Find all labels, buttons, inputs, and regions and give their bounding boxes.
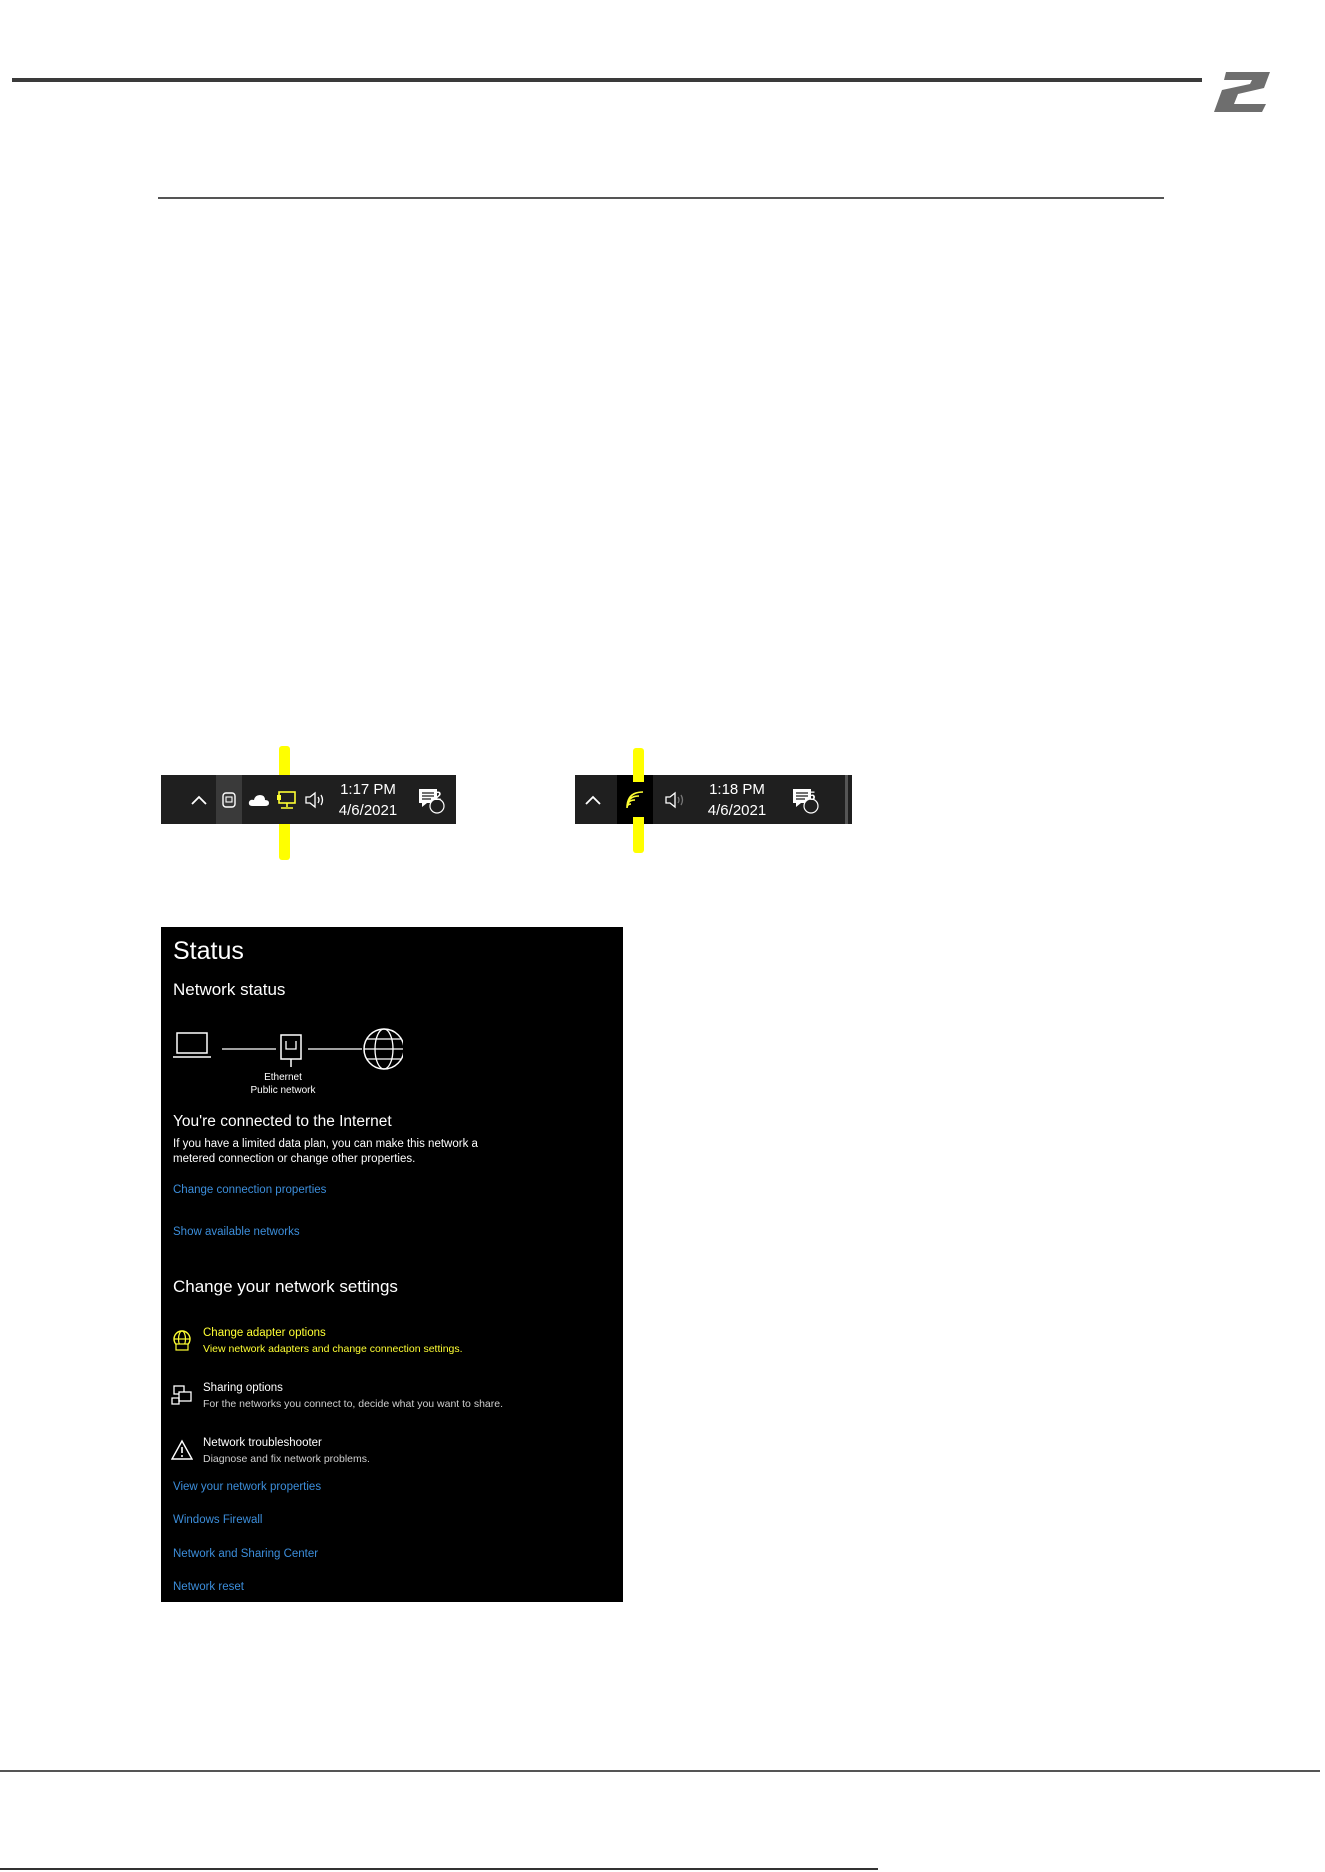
change-connection-properties-link[interactable]: Change connection properties bbox=[173, 1184, 327, 1196]
taskbar-clock[interactable] bbox=[333, 779, 403, 821]
footer-rule bbox=[0, 1770, 1320, 1772]
wifi-icon-overlay bbox=[617, 782, 651, 817]
network-troubleshooter[interactable] bbox=[171, 1437, 611, 1471]
page-title: Status bbox=[173, 937, 244, 965]
sharing-options[interactable] bbox=[171, 1382, 611, 1416]
connected-body-line2: metered connection or change other properties. bbox=[173, 1153, 416, 1165]
header-rule bbox=[12, 78, 1202, 82]
network-diagram bbox=[173, 1027, 403, 1073]
taskbar-ethernet bbox=[161, 775, 456, 824]
ethernet-port-icon bbox=[281, 1035, 301, 1067]
network-sharing-center-link[interactable]: Network and Sharing Center bbox=[173, 1548, 319, 1560]
option-title: Sharing options bbox=[203, 1382, 283, 1394]
change-adapter-options[interactable] bbox=[171, 1327, 611, 1361]
connected-heading: You're connected to the Internet bbox=[173, 1113, 392, 1130]
laptop-icon bbox=[173, 1033, 211, 1057]
chevron-up-icon[interactable] bbox=[187, 775, 211, 824]
adapter-globe-icon bbox=[171, 1329, 193, 1351]
clock-date: 4/6/2021 bbox=[707, 802, 767, 819]
network-reset-link[interactable]: Network reset bbox=[173, 1581, 244, 1593]
option-desc: View network adapters and change connection settings. bbox=[203, 1343, 463, 1355]
warning-icon bbox=[171, 1439, 193, 1461]
taskbar-divider bbox=[845, 775, 848, 824]
clock-date: 4/6/2021 bbox=[338, 802, 398, 819]
notification-count: 5 bbox=[808, 789, 816, 803]
network-status-heading: Network status bbox=[173, 980, 286, 999]
clock-time: 1:18 PM bbox=[709, 781, 765, 798]
windows-firewall-link[interactable]: Windows Firewall bbox=[173, 1514, 263, 1526]
camera-app-icon[interactable] bbox=[216, 775, 242, 824]
brand-logo bbox=[1208, 66, 1278, 112]
clock-time: 1:17 PM bbox=[340, 781, 396, 798]
notification-icon[interactable] bbox=[787, 775, 823, 824]
section-rule bbox=[158, 197, 1164, 199]
sharing-icon bbox=[171, 1384, 193, 1406]
connected-body-line1: If you have a limited data plan, you can make this network a bbox=[173, 1138, 478, 1150]
view-network-properties-link[interactable]: View your network properties bbox=[173, 1481, 322, 1493]
cloud-icon[interactable] bbox=[245, 775, 273, 824]
option-desc: For the networks you connect to, decide what you want to share. bbox=[203, 1398, 503, 1410]
notification-count: 2 bbox=[434, 789, 442, 803]
taskbar-clock[interactable] bbox=[697, 779, 777, 821]
network-status-panel bbox=[161, 927, 623, 1602]
chevron-up-icon[interactable] bbox=[581, 775, 605, 824]
volume-icon[interactable] bbox=[661, 775, 689, 824]
ethernet-icon-overlay bbox=[273, 775, 301, 824]
connection-sublabel: Public network bbox=[250, 1085, 316, 1096]
change-settings-heading: Change your network settings bbox=[173, 1277, 398, 1296]
option-title: Network troubleshooter bbox=[203, 1437, 322, 1449]
option-desc: Diagnose and fix network problems. bbox=[203, 1453, 370, 1465]
notification-icon[interactable] bbox=[413, 775, 449, 824]
option-title: Change adapter options bbox=[203, 1327, 326, 1339]
footer-rule-bottom bbox=[0, 1868, 878, 1870]
show-available-networks-link[interactable]: Show available networks bbox=[173, 1226, 300, 1238]
volume-icon[interactable] bbox=[301, 775, 329, 824]
connection-label: Ethernet bbox=[264, 1072, 302, 1083]
globe-icon bbox=[364, 1029, 403, 1069]
